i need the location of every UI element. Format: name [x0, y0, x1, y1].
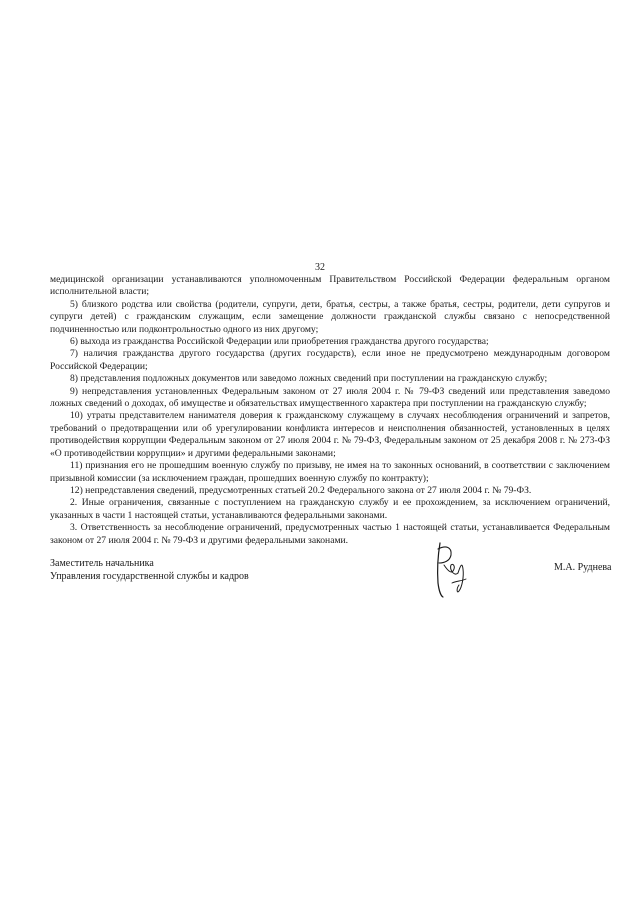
paragraph-part-3: 3. Ответственность за несоблюдение ограничений, предусмотренных частью 1 настоящей статьи, устанавливается Федеральным законом от 27 июля 2004 г. № 79-ФЗ и другими федеральными законами.: [50, 522, 610, 546]
signatory-position: [50, 558, 249, 583]
paragraph-item-5: 5) близкого родства или свойства (родители, супруги, дети, братья, сестры, а также братья, сестры, родители, дети супругов и супруги детей) с гражданским служащим, если замещение должности гражданской службы связано с непосредственной подчиненностью или подконтрольностью одного из них другому;: [50, 298, 610, 335]
document-body: [50, 274, 610, 547]
paragraph-item-11: 11) признания его не прошедшим военную службу по призыву, не имея на то законных оснований, в соответствии с заключением призывной комиссии (за исключением граждан, прошедших военную службу по контракту);: [50, 460, 610, 484]
signature-block: [50, 558, 610, 598]
page-number: 32: [315, 262, 325, 273]
paragraph-item-12: 12) непредставления сведений, предусмотренных статьей 20.2 Федерального закона от 27 июля 2004 г. № 79-ФЗ.: [70, 484, 532, 496]
paragraph-item-9: 9) непредставления установленных Федеральным законом от 27 июля 2004 г. № 79-ФЗ сведений или представления заведомо ложных сведений о доходах, об имуществе и обязательствах имущественного характера при поступлении на гражданскую службу;: [50, 385, 610, 410]
signatory-name: М.А. Руднева: [554, 562, 612, 573]
paragraph-item-7: 7) наличия гражданства другого государства (других государств), если иное не предусмотрено международным договором Российской Федерации;: [50, 348, 610, 372]
paragraph-item-6: 6) выхода из гражданства Российской Федерации или приобретения гражданства другого государства;: [70, 336, 489, 348]
paragraph-continuation: медицинской организации устанавливаются уполномоченным Правительством Российской Федерации федеральным органом исполнительной власти;: [50, 274, 610, 298]
paragraph-item-8: 8) представления подложных документов или заведомо ложных сведений при поступлении на гражданскую службу;: [70, 373, 548, 385]
paragraph-item-10: 10) утраты представителем нанимателя доверия к гражданскому служащему в случаях несоблюдения ограничений и запретов, требований о предотвращении или об урегулировании конфликта интересов и неисполнения обязанностей, установленных в целях противодействия коррупции Федеральным законом от 27 июля 2004 г. № 79-ФЗ, Федеральным законом от 25 декабря 2008 г. № 273-ФЗ «О противодействии коррупции» и другими федеральными законами;: [50, 410, 610, 459]
position-line-1: Заместитель начальника: [50, 558, 154, 569]
paragraph-part-2: 2. Иные ограничения, связанные с поступлением на гражданскую службу и ее прохождением, за исключением ограничений, указанных в части 1 настоящей статьи, устанавливаются федеральными законами.: [50, 497, 610, 521]
position-line-2: Управления государственной службы и кадров: [50, 570, 249, 582]
